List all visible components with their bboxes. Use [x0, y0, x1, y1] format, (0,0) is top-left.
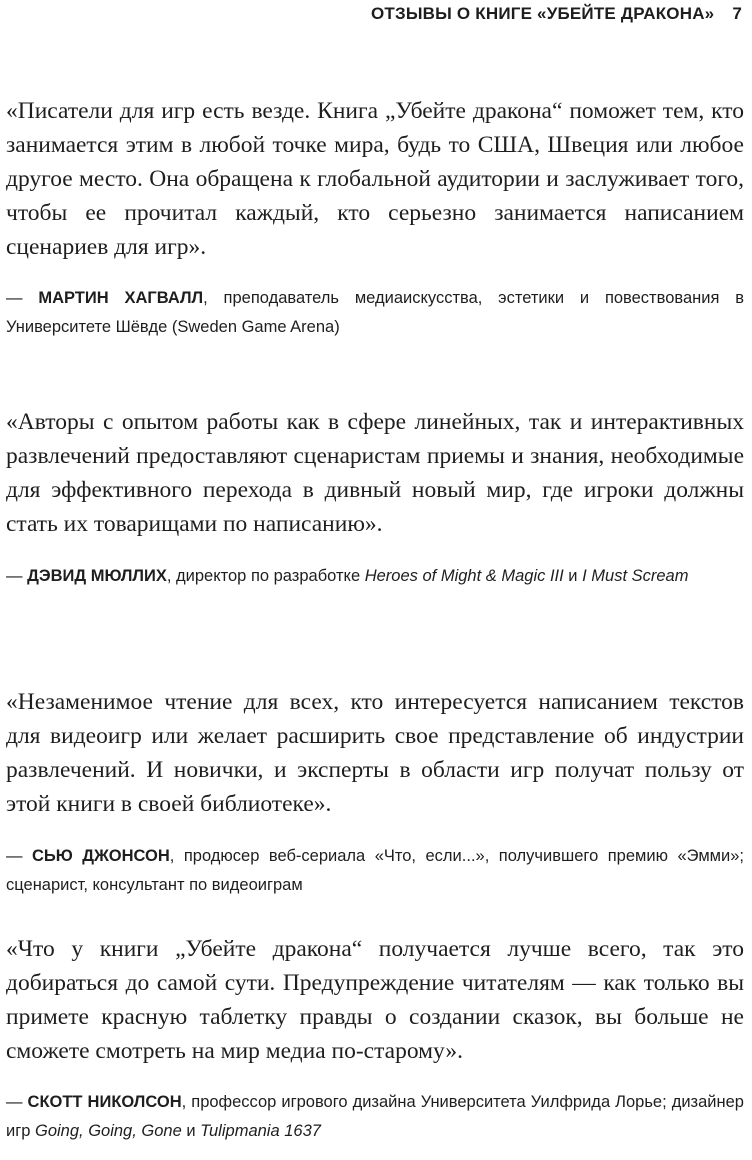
review-author-description-3: , продюсер веб-сериала «Что, если...», получившего премию «Эмми»; сценарист, консультант по видеоиграм	[6, 847, 744, 894]
running-header	[0, 4, 742, 24]
review-author-4: СКОТТ НИКОЛСОН	[27, 1093, 182, 1111]
attribution-dash: —	[6, 567, 28, 585]
attribution-dash: —	[6, 1093, 28, 1111]
review-author-3: СЬЮ ДЖОНСОН	[32, 847, 170, 865]
attribution-dash: —	[6, 847, 33, 865]
review-work-title: Heroes of Might & Magic III	[364, 567, 564, 585]
review-author-description-1: , преподаватель медиаискусства, эстетики и повествования в Университете Шёвде (Sweden Game Arena)	[6, 289, 744, 336]
running-header-title: ОТЗЫВЫ О КНИГЕ «УБЕЙТЕ ДРАКОНА»	[370, 4, 715, 23]
review-quote-2: «Авторы с опытом работы как в сфере линейных, так и интерактивных развлечений предоставляют сценаристам приемы и знания, необходимые для эффективного перехода в дивный новый мир, где игроки должны стать их товарищами по написанию».	[6, 409, 744, 537]
review-quote-3: «Незаменимое чтение для всех, кто интересуется написанием текстов для видеоигр или желает расширить свое представление об индустрии развлечений. И новички, и эксперты в области игр получат пользу от этой книги в своей библиотеке».	[6, 689, 744, 817]
review-author-description-2b: и	[563, 567, 583, 585]
review-attribution-3	[6, 842, 744, 900]
review-attribution-2	[6, 562, 744, 591]
page-number: 7	[732, 4, 742, 23]
attribution-dash: —	[6, 289, 39, 307]
review-author-2: ДЭВИД МЮЛЛИХ	[27, 567, 167, 585]
review-author-description-2a: , директор по разработке	[166, 567, 365, 585]
review-author-1: МАРТИН ХАГВАЛЛ	[38, 289, 204, 307]
review-quote-4: «Что у книги „Убейте дракона“ получается лучше всего, так это добираться до самой сути. Предупреждение читателям — как только вы примете красную таблетку правды о создании сказок, вы больше не сможете смотреть на мир медиа по-старому».	[6, 936, 744, 1064]
review-attribution-4	[6, 1088, 744, 1146]
review-work-title: I Must Scream	[582, 567, 689, 585]
review-attribution-1	[6, 284, 744, 342]
review-work-title: Going, Going, Gone	[35, 1122, 182, 1140]
review-author-description-4a: , профессор игрового дизайна Университета Уилфрида Лорье; дизайнер игр	[6, 1093, 744, 1140]
review-quote-1: «Писатели для игр есть везде. Книга „Убейте дракона“ поможет тем, кто занимается этим в любой точке мира, будь то США, Швеция или любое другое место. Она обращена к глобальной аудитории и заслуживает того, чтобы ее прочитал каждый, кто серьезно занимается написанием сценариев для игр».	[6, 98, 744, 260]
review-author-description-4b: и	[181, 1122, 201, 1140]
review-work-title: Tulipmania 1637	[200, 1122, 321, 1140]
